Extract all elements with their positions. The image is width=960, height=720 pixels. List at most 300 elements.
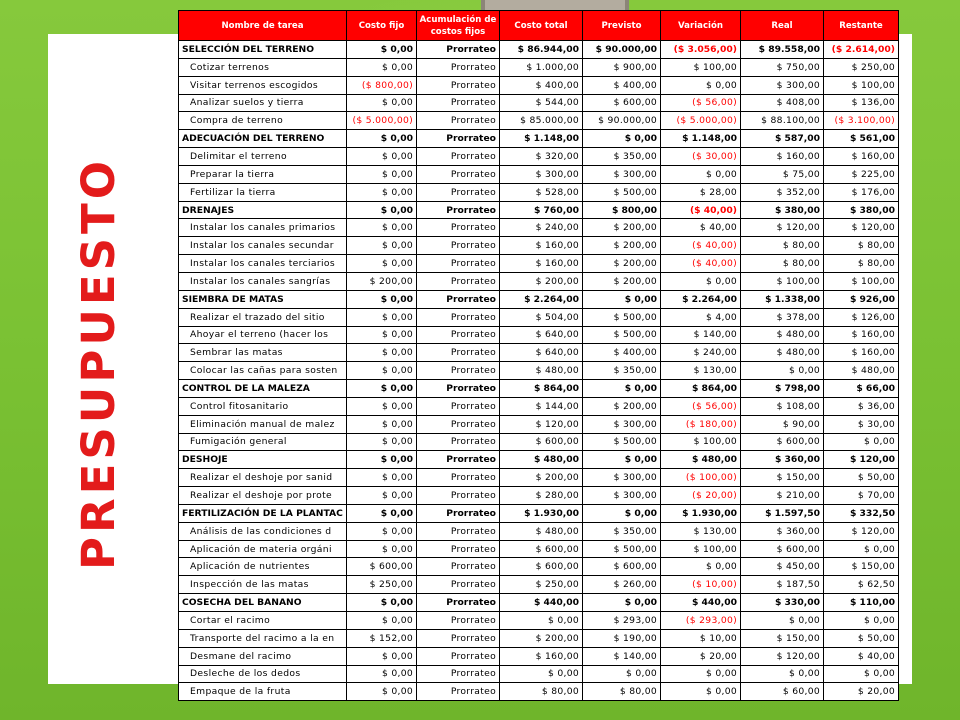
fixed-cost-cell: $ 0,00 bbox=[347, 94, 417, 112]
task-row bbox=[179, 94, 899, 112]
baseline-cell: $ 0,00 bbox=[583, 665, 661, 683]
remaining-cell: $ 36,00 bbox=[824, 397, 899, 415]
baseline-cell: $ 350,00 bbox=[583, 362, 661, 380]
task-row bbox=[179, 219, 899, 237]
task-name-cell: Sembrar las matas bbox=[179, 344, 347, 362]
variance-cell: ($ 10,00) bbox=[661, 576, 741, 594]
header-variance: Variación bbox=[661, 11, 741, 41]
table-header-row bbox=[179, 11, 899, 41]
total-cost-cell: $ 504,00 bbox=[500, 308, 583, 326]
task-name-cell: Preparar la tierra bbox=[179, 165, 347, 183]
task-row bbox=[179, 344, 899, 362]
accrual-cell: Prorrateo bbox=[417, 558, 500, 576]
baseline-cell: $ 200,00 bbox=[583, 255, 661, 273]
total-cost-cell: $ 1.930,00 bbox=[500, 504, 583, 522]
header-fixed-cost: Costo fijo bbox=[347, 11, 417, 41]
remaining-cell: $ 120,00 bbox=[824, 451, 899, 469]
remaining-cell: $ 160,00 bbox=[824, 326, 899, 344]
baseline-cell: $ 300,00 bbox=[583, 415, 661, 433]
task-row bbox=[179, 665, 899, 683]
total-cost-cell: $ 86.944,00 bbox=[500, 41, 583, 59]
baseline-cell: $ 500,00 bbox=[583, 183, 661, 201]
fixed-cost-cell: $ 0,00 bbox=[347, 219, 417, 237]
remaining-cell: ($ 3.100,00) bbox=[824, 112, 899, 130]
baseline-cell: $ 190,00 bbox=[583, 629, 661, 647]
remaining-cell: $ 20,00 bbox=[824, 683, 899, 701]
baseline-cell: $ 200,00 bbox=[583, 219, 661, 237]
task-row bbox=[179, 112, 899, 130]
fixed-cost-cell: $ 200,00 bbox=[347, 272, 417, 290]
remaining-cell: $ 120,00 bbox=[824, 522, 899, 540]
task-row bbox=[179, 415, 899, 433]
baseline-cell: $ 260,00 bbox=[583, 576, 661, 594]
total-cost-cell: $ 200,00 bbox=[500, 629, 583, 647]
remaining-cell: $ 225,00 bbox=[824, 165, 899, 183]
actual-cell: $ 330,00 bbox=[741, 594, 824, 612]
accrual-cell: Prorrateo bbox=[417, 415, 500, 433]
task-row bbox=[179, 272, 899, 290]
fixed-cost-cell: $ 0,00 bbox=[347, 487, 417, 505]
remaining-cell: $ 160,00 bbox=[824, 344, 899, 362]
baseline-cell: $ 90.000,00 bbox=[583, 112, 661, 130]
budget-table bbox=[178, 10, 899, 701]
task-name-cell: Transporte del racimo a la en bbox=[179, 629, 347, 647]
summary-task-row bbox=[179, 290, 899, 308]
slide-title-text: PRESUPUESTO bbox=[71, 156, 125, 570]
fixed-cost-cell: $ 0,00 bbox=[347, 647, 417, 665]
accrual-cell: Prorrateo bbox=[417, 201, 500, 219]
remaining-cell: $ 250,00 bbox=[824, 58, 899, 76]
fixed-cost-cell: $ 0,00 bbox=[347, 451, 417, 469]
variance-cell: $ 40,00 bbox=[661, 219, 741, 237]
actual-cell: $ 60,00 bbox=[741, 683, 824, 701]
variance-cell: $ 100,00 bbox=[661, 540, 741, 558]
fixed-cost-cell: $ 0,00 bbox=[347, 183, 417, 201]
task-row bbox=[179, 522, 899, 540]
variance-cell: $ 0,00 bbox=[661, 272, 741, 290]
variance-cell: ($ 5.000,00) bbox=[661, 112, 741, 130]
actual-cell: $ 150,00 bbox=[741, 629, 824, 647]
summary-task-row bbox=[179, 201, 899, 219]
header-remaining: Restante bbox=[824, 11, 899, 41]
task-row bbox=[179, 308, 899, 326]
fixed-cost-cell: $ 0,00 bbox=[347, 130, 417, 148]
accrual-cell: Prorrateo bbox=[417, 255, 500, 273]
remaining-cell: $ 66,00 bbox=[824, 380, 899, 398]
header-fixed-cost-accrual: Acumulación de costos fijos bbox=[417, 11, 500, 41]
baseline-cell: $ 200,00 bbox=[583, 237, 661, 255]
baseline-cell: $ 500,00 bbox=[583, 540, 661, 558]
actual-cell: $ 352,00 bbox=[741, 183, 824, 201]
fixed-cost-cell: $ 250,00 bbox=[347, 576, 417, 594]
task-row bbox=[179, 558, 899, 576]
fixed-cost-cell: $ 600,00 bbox=[347, 558, 417, 576]
accrual-cell: Prorrateo bbox=[417, 380, 500, 398]
remaining-cell: $ 926,00 bbox=[824, 290, 899, 308]
total-cost-cell: $ 1.148,00 bbox=[500, 130, 583, 148]
slide-title bbox=[62, 156, 134, 570]
variance-cell: $ 1.148,00 bbox=[661, 130, 741, 148]
total-cost-cell: $ 320,00 bbox=[500, 148, 583, 166]
accrual-cell: Prorrateo bbox=[417, 504, 500, 522]
accrual-cell: Prorrateo bbox=[417, 148, 500, 166]
fixed-cost-cell: $ 0,00 bbox=[347, 165, 417, 183]
accrual-cell: Prorrateo bbox=[417, 344, 500, 362]
actual-cell: $ 380,00 bbox=[741, 201, 824, 219]
task-name-cell: Instalar los canales sangrías bbox=[179, 272, 347, 290]
remaining-cell: $ 120,00 bbox=[824, 219, 899, 237]
task-row bbox=[179, 237, 899, 255]
remaining-cell: $ 50,00 bbox=[824, 629, 899, 647]
task-name-cell: Cotizar terrenos bbox=[179, 58, 347, 76]
baseline-cell: $ 300,00 bbox=[583, 487, 661, 505]
task-row bbox=[179, 540, 899, 558]
accrual-cell: Prorrateo bbox=[417, 683, 500, 701]
remaining-cell: $ 332,50 bbox=[824, 504, 899, 522]
fixed-cost-cell: ($ 800,00) bbox=[347, 76, 417, 94]
variance-cell: ($ 40,00) bbox=[661, 255, 741, 273]
variance-cell: $ 240,00 bbox=[661, 344, 741, 362]
task-row bbox=[179, 148, 899, 166]
task-name-cell: Instalar los canales secundar bbox=[179, 237, 347, 255]
actual-cell: $ 480,00 bbox=[741, 326, 824, 344]
accrual-cell: Prorrateo bbox=[417, 183, 500, 201]
actual-cell: $ 100,00 bbox=[741, 272, 824, 290]
accrual-cell: Prorrateo bbox=[417, 469, 500, 487]
task-row bbox=[179, 165, 899, 183]
accrual-cell: Prorrateo bbox=[417, 130, 500, 148]
task-name-cell: COSECHA DEL BANANO bbox=[179, 594, 347, 612]
remaining-cell: $ 100,00 bbox=[824, 272, 899, 290]
task-name-cell: Delimitar el terreno bbox=[179, 148, 347, 166]
task-name-cell: Instalar los canales terciarios bbox=[179, 255, 347, 273]
actual-cell: $ 0,00 bbox=[741, 612, 824, 630]
fixed-cost-cell: $ 0,00 bbox=[347, 308, 417, 326]
baseline-cell: $ 293,00 bbox=[583, 612, 661, 630]
actual-cell: $ 600,00 bbox=[741, 540, 824, 558]
accrual-cell: Prorrateo bbox=[417, 165, 500, 183]
variance-cell: $ 0,00 bbox=[661, 683, 741, 701]
fixed-cost-cell: $ 0,00 bbox=[347, 469, 417, 487]
baseline-cell: $ 300,00 bbox=[583, 165, 661, 183]
task-row bbox=[179, 576, 899, 594]
remaining-cell: $ 561,00 bbox=[824, 130, 899, 148]
actual-cell: $ 80,00 bbox=[741, 255, 824, 273]
actual-cell: $ 80,00 bbox=[741, 237, 824, 255]
remaining-cell: $ 50,00 bbox=[824, 469, 899, 487]
baseline-cell: $ 200,00 bbox=[583, 397, 661, 415]
accrual-cell: Prorrateo bbox=[417, 308, 500, 326]
variance-cell: $ 20,00 bbox=[661, 647, 741, 665]
task-row bbox=[179, 183, 899, 201]
remaining-cell: $ 0,00 bbox=[824, 665, 899, 683]
baseline-cell: $ 0,00 bbox=[583, 130, 661, 148]
task-name-cell: Inspección de las matas bbox=[179, 576, 347, 594]
baseline-cell: $ 500,00 bbox=[583, 433, 661, 451]
variance-cell: $ 0,00 bbox=[661, 165, 741, 183]
accrual-cell: Prorrateo bbox=[417, 612, 500, 630]
task-name-cell: FERTILIZACIÓN DE LA PLANTAC bbox=[179, 504, 347, 522]
task-row bbox=[179, 76, 899, 94]
header-total-cost: Costo total bbox=[500, 11, 583, 41]
actual-cell: $ 108,00 bbox=[741, 397, 824, 415]
actual-cell: $ 75,00 bbox=[741, 165, 824, 183]
summary-task-row bbox=[179, 594, 899, 612]
baseline-cell: $ 900,00 bbox=[583, 58, 661, 76]
fixed-cost-cell: $ 0,00 bbox=[347, 380, 417, 398]
accrual-cell: Prorrateo bbox=[417, 665, 500, 683]
accrual-cell: Prorrateo bbox=[417, 540, 500, 558]
remaining-cell: $ 70,00 bbox=[824, 487, 899, 505]
remaining-cell: $ 136,00 bbox=[824, 94, 899, 112]
baseline-cell: $ 0,00 bbox=[583, 380, 661, 398]
fixed-cost-cell: $ 0,00 bbox=[347, 148, 417, 166]
task-row bbox=[179, 487, 899, 505]
total-cost-cell: $ 600,00 bbox=[500, 540, 583, 558]
baseline-cell: $ 0,00 bbox=[583, 504, 661, 522]
summary-task-row bbox=[179, 380, 899, 398]
total-cost-cell: $ 864,00 bbox=[500, 380, 583, 398]
summary-task-row bbox=[179, 504, 899, 522]
baseline-cell: $ 0,00 bbox=[583, 594, 661, 612]
actual-cell: $ 1.597,50 bbox=[741, 504, 824, 522]
task-row bbox=[179, 469, 899, 487]
variance-cell: ($ 40,00) bbox=[661, 201, 741, 219]
total-cost-cell: $ 480,00 bbox=[500, 451, 583, 469]
summary-task-row bbox=[179, 451, 899, 469]
header-baseline: Previsto bbox=[583, 11, 661, 41]
variance-cell: $ 0,00 bbox=[661, 665, 741, 683]
accrual-cell: Prorrateo bbox=[417, 41, 500, 59]
fixed-cost-cell: $ 0,00 bbox=[347, 237, 417, 255]
task-name-cell: SIEMBRA DE MATAS bbox=[179, 290, 347, 308]
variance-cell: $ 1.930,00 bbox=[661, 504, 741, 522]
variance-cell: $ 864,00 bbox=[661, 380, 741, 398]
actual-cell: $ 88.100,00 bbox=[741, 112, 824, 130]
total-cost-cell: $ 2.264,00 bbox=[500, 290, 583, 308]
total-cost-cell: $ 160,00 bbox=[500, 237, 583, 255]
task-name-cell: Realizar el trazado del sitio bbox=[179, 308, 347, 326]
total-cost-cell: $ 400,00 bbox=[500, 76, 583, 94]
accrual-cell: Prorrateo bbox=[417, 76, 500, 94]
task-name-cell: Ahoyar el terreno (hacer los bbox=[179, 326, 347, 344]
task-row bbox=[179, 647, 899, 665]
task-row bbox=[179, 683, 899, 701]
fixed-cost-cell: $ 0,00 bbox=[347, 683, 417, 701]
actual-cell: $ 1.338,00 bbox=[741, 290, 824, 308]
accrual-cell: Prorrateo bbox=[417, 362, 500, 380]
fixed-cost-cell: $ 0,00 bbox=[347, 201, 417, 219]
variance-cell: ($ 56,00) bbox=[661, 94, 741, 112]
actual-cell: $ 360,00 bbox=[741, 451, 824, 469]
actual-cell: $ 89.558,00 bbox=[741, 41, 824, 59]
total-cost-cell: $ 250,00 bbox=[500, 576, 583, 594]
remaining-cell: $ 110,00 bbox=[824, 594, 899, 612]
baseline-cell: $ 500,00 bbox=[583, 326, 661, 344]
total-cost-cell: $ 640,00 bbox=[500, 344, 583, 362]
actual-cell: $ 0,00 bbox=[741, 362, 824, 380]
task-name-cell: DESHOJE bbox=[179, 451, 347, 469]
variance-cell: ($ 3.056,00) bbox=[661, 41, 741, 59]
variance-cell: $ 28,00 bbox=[661, 183, 741, 201]
task-name-cell: Desmane del racimo bbox=[179, 647, 347, 665]
actual-cell: $ 360,00 bbox=[741, 522, 824, 540]
actual-cell: $ 210,00 bbox=[741, 487, 824, 505]
variance-cell: $ 130,00 bbox=[661, 522, 741, 540]
task-name-cell: Análisis de las condiciones d bbox=[179, 522, 347, 540]
variance-cell: $ 140,00 bbox=[661, 326, 741, 344]
baseline-cell: $ 400,00 bbox=[583, 76, 661, 94]
actual-cell: $ 798,00 bbox=[741, 380, 824, 398]
total-cost-cell: $ 300,00 bbox=[500, 165, 583, 183]
remaining-cell: $ 380,00 bbox=[824, 201, 899, 219]
fixed-cost-cell: $ 0,00 bbox=[347, 665, 417, 683]
remaining-cell: $ 126,00 bbox=[824, 308, 899, 326]
fixed-cost-cell: $ 0,00 bbox=[347, 397, 417, 415]
total-cost-cell: $ 240,00 bbox=[500, 219, 583, 237]
task-name-cell: Fertilizar la tierra bbox=[179, 183, 347, 201]
task-name-cell: Compra de terreno bbox=[179, 112, 347, 130]
summary-task-row bbox=[179, 130, 899, 148]
fixed-cost-cell: $ 152,00 bbox=[347, 629, 417, 647]
accrual-cell: Prorrateo bbox=[417, 112, 500, 130]
header-task-name: Nombre de tarea bbox=[179, 11, 347, 41]
remaining-cell: $ 30,00 bbox=[824, 415, 899, 433]
actual-cell: $ 120,00 bbox=[741, 219, 824, 237]
accrual-cell: Prorrateo bbox=[417, 629, 500, 647]
task-name-cell: Colocar las cañas para sosten bbox=[179, 362, 347, 380]
remaining-cell: $ 160,00 bbox=[824, 148, 899, 166]
total-cost-cell: $ 760,00 bbox=[500, 201, 583, 219]
baseline-cell: $ 0,00 bbox=[583, 290, 661, 308]
total-cost-cell: $ 85.000,00 bbox=[500, 112, 583, 130]
variance-cell: ($ 180,00) bbox=[661, 415, 741, 433]
baseline-cell: $ 90.000,00 bbox=[583, 41, 661, 59]
baseline-cell: $ 600,00 bbox=[583, 558, 661, 576]
task-row bbox=[179, 629, 899, 647]
variance-cell: $ 2.264,00 bbox=[661, 290, 741, 308]
accrual-cell: Prorrateo bbox=[417, 290, 500, 308]
actual-cell: $ 160,00 bbox=[741, 148, 824, 166]
actual-cell: $ 120,00 bbox=[741, 647, 824, 665]
baseline-cell: $ 800,00 bbox=[583, 201, 661, 219]
task-name-cell: Empaque de la fruta bbox=[179, 683, 347, 701]
variance-cell: $ 440,00 bbox=[661, 594, 741, 612]
total-cost-cell: $ 0,00 bbox=[500, 665, 583, 683]
task-name-cell: Desleche de los dedos bbox=[179, 665, 347, 683]
fixed-cost-cell: $ 0,00 bbox=[347, 344, 417, 362]
task-name-cell: Analizar suelos y tierra bbox=[179, 94, 347, 112]
actual-cell: $ 187,50 bbox=[741, 576, 824, 594]
total-cost-cell: $ 144,00 bbox=[500, 397, 583, 415]
remaining-cell: $ 62,50 bbox=[824, 576, 899, 594]
task-name-cell: Aplicación de materia orgáni bbox=[179, 540, 347, 558]
task-name-cell: Visitar terrenos escogidos bbox=[179, 76, 347, 94]
variance-cell: $ 100,00 bbox=[661, 58, 741, 76]
slide-top-tab bbox=[481, 0, 629, 10]
fixed-cost-cell: $ 0,00 bbox=[347, 433, 417, 451]
actual-cell: $ 587,00 bbox=[741, 130, 824, 148]
actual-cell: $ 600,00 bbox=[741, 433, 824, 451]
fixed-cost-cell: $ 0,00 bbox=[347, 290, 417, 308]
fixed-cost-cell: $ 0,00 bbox=[347, 41, 417, 59]
remaining-cell: $ 150,00 bbox=[824, 558, 899, 576]
total-cost-cell: $ 200,00 bbox=[500, 272, 583, 290]
actual-cell: $ 0,00 bbox=[741, 665, 824, 683]
remaining-cell: $ 80,00 bbox=[824, 237, 899, 255]
variance-cell: $ 130,00 bbox=[661, 362, 741, 380]
variance-cell: ($ 100,00) bbox=[661, 469, 741, 487]
accrual-cell: Prorrateo bbox=[417, 487, 500, 505]
task-name-cell: Realizar el deshoje por sanid bbox=[179, 469, 347, 487]
task-name-cell: DRENAJES bbox=[179, 201, 347, 219]
total-cost-cell: $ 120,00 bbox=[500, 415, 583, 433]
remaining-cell: $ 0,00 bbox=[824, 612, 899, 630]
baseline-cell: $ 300,00 bbox=[583, 469, 661, 487]
task-name-cell: Cortar el racimo bbox=[179, 612, 347, 630]
fixed-cost-cell: $ 0,00 bbox=[347, 58, 417, 76]
task-name-cell: Instalar los canales primarios bbox=[179, 219, 347, 237]
task-name-cell: Fumigación general bbox=[179, 433, 347, 451]
fixed-cost-cell: ($ 5.000,00) bbox=[347, 112, 417, 130]
total-cost-cell: $ 440,00 bbox=[500, 594, 583, 612]
baseline-cell: $ 400,00 bbox=[583, 344, 661, 362]
remaining-cell: ($ 2.614,00) bbox=[824, 41, 899, 59]
actual-cell: $ 90,00 bbox=[741, 415, 824, 433]
actual-cell: $ 408,00 bbox=[741, 94, 824, 112]
variance-cell: $ 4,00 bbox=[661, 308, 741, 326]
remaining-cell: $ 80,00 bbox=[824, 255, 899, 273]
accrual-cell: Prorrateo bbox=[417, 272, 500, 290]
fixed-cost-cell: $ 0,00 bbox=[347, 612, 417, 630]
total-cost-cell: $ 640,00 bbox=[500, 326, 583, 344]
task-row bbox=[179, 397, 899, 415]
variance-cell: $ 10,00 bbox=[661, 629, 741, 647]
total-cost-cell: $ 160,00 bbox=[500, 255, 583, 273]
total-cost-cell: $ 600,00 bbox=[500, 433, 583, 451]
baseline-cell: $ 350,00 bbox=[583, 522, 661, 540]
fixed-cost-cell: $ 0,00 bbox=[347, 594, 417, 612]
task-row bbox=[179, 433, 899, 451]
baseline-cell: $ 80,00 bbox=[583, 683, 661, 701]
accrual-cell: Prorrateo bbox=[417, 58, 500, 76]
fixed-cost-cell: $ 0,00 bbox=[347, 362, 417, 380]
task-name-cell: Control fitosanitario bbox=[179, 397, 347, 415]
total-cost-cell: $ 160,00 bbox=[500, 647, 583, 665]
actual-cell: $ 300,00 bbox=[741, 76, 824, 94]
total-cost-cell: $ 1.000,00 bbox=[500, 58, 583, 76]
total-cost-cell: $ 600,00 bbox=[500, 558, 583, 576]
remaining-cell: $ 480,00 bbox=[824, 362, 899, 380]
task-name-cell: Realizar el deshoje por prote bbox=[179, 487, 347, 505]
task-name-cell: Aplicación de nutrientes bbox=[179, 558, 347, 576]
task-row bbox=[179, 255, 899, 273]
total-cost-cell: $ 480,00 bbox=[500, 522, 583, 540]
accrual-cell: Prorrateo bbox=[417, 94, 500, 112]
task-name-cell: CONTROL DE LA MALEZA bbox=[179, 380, 347, 398]
total-cost-cell: $ 544,00 bbox=[500, 94, 583, 112]
baseline-cell: $ 0,00 bbox=[583, 451, 661, 469]
baseline-cell: $ 500,00 bbox=[583, 308, 661, 326]
accrual-cell: Prorrateo bbox=[417, 594, 500, 612]
variance-cell: ($ 293,00) bbox=[661, 612, 741, 630]
actual-cell: $ 378,00 bbox=[741, 308, 824, 326]
remaining-cell: $ 40,00 bbox=[824, 647, 899, 665]
header-actual: Real bbox=[741, 11, 824, 41]
accrual-cell: Prorrateo bbox=[417, 433, 500, 451]
total-cost-cell: $ 528,00 bbox=[500, 183, 583, 201]
total-cost-cell: $ 80,00 bbox=[500, 683, 583, 701]
